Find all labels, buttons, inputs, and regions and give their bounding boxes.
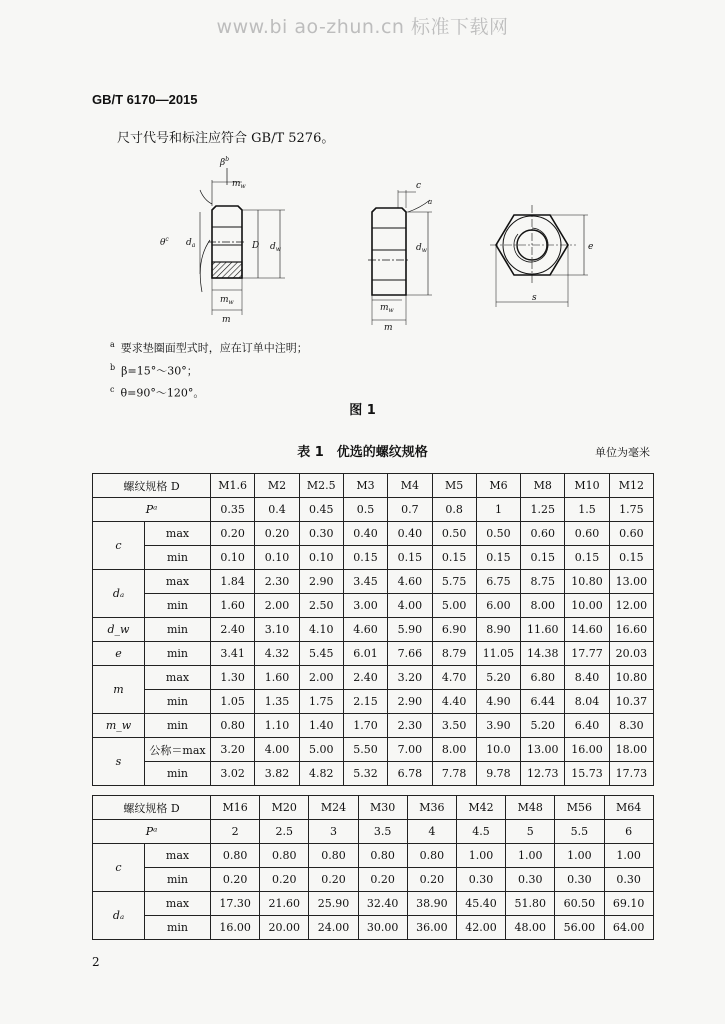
value-cell: 2.15 xyxy=(343,690,387,714)
size-cell: M64 xyxy=(604,796,653,820)
value-cell: 2.90 xyxy=(299,570,343,594)
row-qualifier: max xyxy=(145,666,211,690)
row-qualifier: max xyxy=(145,892,211,916)
size-cell: M6 xyxy=(476,474,520,498)
value-cell: 0.20 xyxy=(211,868,260,892)
value-cell: 2.00 xyxy=(299,666,343,690)
value-cell: 3.02 xyxy=(211,762,255,786)
value-cell: 4.00 xyxy=(255,738,299,762)
table-row xyxy=(93,546,654,570)
row-symbol: d_w xyxy=(93,618,145,642)
value-cell: 3.10 xyxy=(255,618,299,642)
label-theta: $\theta^c$ xyxy=(160,236,169,248)
table-row xyxy=(93,892,654,916)
value-cell: 4.00 xyxy=(388,594,432,618)
value-cell: 0.15 xyxy=(521,546,565,570)
value-cell: 1.60 xyxy=(255,666,299,690)
nut-top-view xyxy=(490,205,588,307)
table-row xyxy=(93,738,654,762)
size-cell: M12 xyxy=(609,474,653,498)
value-cell: 8.40 xyxy=(565,666,609,690)
value-cell: 1.30 xyxy=(211,666,255,690)
value-cell: 0.20 xyxy=(260,868,309,892)
row-symbol: Pᵃ xyxy=(93,820,211,844)
value-cell: 0.30 xyxy=(555,868,604,892)
value-cell: 3.90 xyxy=(476,714,520,738)
value-cell: 1.40 xyxy=(299,714,343,738)
value-cell: 8.04 xyxy=(565,690,609,714)
value-cell: 4.32 xyxy=(255,642,299,666)
value-cell: 2.5 xyxy=(260,820,309,844)
value-cell: 7.00 xyxy=(388,738,432,762)
value-cell: 5 xyxy=(506,820,555,844)
value-cell: 3.50 xyxy=(432,714,476,738)
value-cell: 8.75 xyxy=(521,570,565,594)
size-cell: M16 xyxy=(211,796,260,820)
value-cell: 2.40 xyxy=(211,618,255,642)
value-cell: 69.10 xyxy=(604,892,653,916)
row-qualifier: max xyxy=(145,570,211,594)
table-row xyxy=(93,522,654,546)
value-cell: 4.90 xyxy=(476,690,520,714)
row-qualifier: min xyxy=(145,594,211,618)
size-cell: M24 xyxy=(309,796,358,820)
value-cell: 2.00 xyxy=(255,594,299,618)
value-cell: 5.20 xyxy=(521,714,565,738)
value-cell: 8.00 xyxy=(521,594,565,618)
value-cell: 15.73 xyxy=(565,762,609,786)
value-cell: 1 xyxy=(476,498,520,522)
row-symbol: e xyxy=(93,642,145,666)
table-row xyxy=(93,594,654,618)
value-cell: 8.79 xyxy=(432,642,476,666)
row-symbol: m xyxy=(93,666,145,714)
value-cell: 4.60 xyxy=(343,618,387,642)
value-cell: 6.78 xyxy=(388,762,432,786)
value-cell: 0.60 xyxy=(609,522,653,546)
label-mw-bottom: $m_w$ xyxy=(220,295,234,306)
size-cell: M56 xyxy=(555,796,604,820)
value-cell: 64.00 xyxy=(604,916,653,940)
table-row xyxy=(93,690,654,714)
label-mw-top: $m_w$ xyxy=(232,179,246,190)
value-cell: 2.40 xyxy=(343,666,387,690)
value-cell: 0.15 xyxy=(565,546,609,570)
watermark: www.bi ao-zhun.cn 标准下载网 xyxy=(216,16,509,38)
label-da: $d_a$ xyxy=(186,238,196,249)
value-cell: 1.70 xyxy=(343,714,387,738)
value-cell: 0.8 xyxy=(432,498,476,522)
note-a: $^a$ 要求垫圈面型式时，应在订单中注明； xyxy=(110,340,308,355)
value-cell: 24.00 xyxy=(309,916,358,940)
row-qualifier: min xyxy=(145,690,211,714)
row-qualifier: max xyxy=(145,844,211,868)
size-cell: M20 xyxy=(260,796,309,820)
value-cell: 0.60 xyxy=(521,522,565,546)
value-cell: 1.10 xyxy=(255,714,299,738)
thread-size-table-1 xyxy=(92,473,654,786)
note-c: $^c$ θ=90°～120°。 xyxy=(110,385,205,400)
value-cell: 0.80 xyxy=(211,844,260,868)
value-cell: 60.50 xyxy=(555,892,604,916)
value-cell: 8.90 xyxy=(476,618,520,642)
value-cell: 2.30 xyxy=(255,570,299,594)
value-cell: 6.80 xyxy=(521,666,565,690)
value-cell: 0.10 xyxy=(211,546,255,570)
value-cell: 6.75 xyxy=(476,570,520,594)
value-cell: 4.60 xyxy=(388,570,432,594)
value-cell: 4.40 xyxy=(432,690,476,714)
value-cell: 1.75 xyxy=(299,690,343,714)
value-cell: 3.00 xyxy=(343,594,387,618)
row-qualifier: min xyxy=(145,618,211,642)
value-cell: 1.05 xyxy=(211,690,255,714)
label-mw-mid: $m_w$ xyxy=(380,303,394,314)
row-qualifier: min xyxy=(145,868,211,892)
value-cell: 0.60 xyxy=(565,522,609,546)
value-cell: 0.7 xyxy=(388,498,432,522)
value-cell: 16.00 xyxy=(211,916,260,940)
value-cell: 0.50 xyxy=(476,522,520,546)
value-cell: 20.00 xyxy=(260,916,309,940)
label-m-left: m xyxy=(222,315,231,325)
row-symbol: dₐ xyxy=(93,570,145,618)
table-row xyxy=(93,714,654,738)
value-cell: 5.00 xyxy=(299,738,343,762)
value-cell: 2.30 xyxy=(388,714,432,738)
value-cell: 10.0 xyxy=(476,738,520,762)
value-cell: 25.90 xyxy=(309,892,358,916)
table-row xyxy=(93,618,654,642)
intro-text: 尺寸代号和标注应符合 GB/T 5276。 xyxy=(117,131,335,146)
figure-notes xyxy=(110,335,308,403)
value-cell: 3.45 xyxy=(343,570,387,594)
value-cell: 0.15 xyxy=(388,546,432,570)
label-beta: $\beta^b$ xyxy=(220,156,230,168)
table-row xyxy=(93,820,654,844)
value-cell: 51.80 xyxy=(506,892,555,916)
label-a: a xyxy=(428,198,433,206)
row-qualifier: max xyxy=(145,522,211,546)
value-cell: 2.50 xyxy=(299,594,343,618)
value-cell: 4 xyxy=(407,820,456,844)
value-cell: 0.15 xyxy=(432,546,476,570)
row-symbol: s xyxy=(93,738,145,786)
value-cell: 5.75 xyxy=(432,570,476,594)
page-number: 2 xyxy=(92,955,100,969)
row-qualifier: min xyxy=(145,714,211,738)
value-cell: 0.45 xyxy=(299,498,343,522)
size-cell: M3 xyxy=(343,474,387,498)
value-cell: 4.10 xyxy=(299,618,343,642)
size-cell: M4 xyxy=(388,474,432,498)
row-symbol: c xyxy=(93,844,145,892)
table-row xyxy=(93,844,654,868)
value-cell: 6 xyxy=(604,820,653,844)
value-cell: 0.30 xyxy=(506,868,555,892)
value-cell: 1.5 xyxy=(565,498,609,522)
row-qualifier: min xyxy=(145,916,211,940)
size-cell: M10 xyxy=(565,474,609,498)
value-cell: 8.30 xyxy=(609,714,653,738)
value-cell: 36.00 xyxy=(407,916,456,940)
nut-drawing xyxy=(140,150,610,340)
table-row xyxy=(93,666,654,690)
value-cell: 9.78 xyxy=(476,762,520,786)
label-dw-mid: $d_w$ xyxy=(416,243,427,254)
size-cell: M1.6 xyxy=(211,474,255,498)
value-cell: 5.90 xyxy=(388,618,432,642)
table-row xyxy=(93,916,654,940)
table-row xyxy=(93,570,654,594)
value-cell: 4.5 xyxy=(456,820,505,844)
value-cell: 6.90 xyxy=(432,618,476,642)
value-cell: 2.90 xyxy=(388,690,432,714)
value-cell: 3.41 xyxy=(211,642,255,666)
table-row xyxy=(93,642,654,666)
value-cell: 6.01 xyxy=(343,642,387,666)
value-cell: 5.50 xyxy=(343,738,387,762)
value-cell: 10.37 xyxy=(609,690,653,714)
row-qualifier: min xyxy=(145,546,211,570)
value-cell: 3 xyxy=(309,820,358,844)
table-row xyxy=(93,868,654,892)
size-cell: M2 xyxy=(255,474,299,498)
value-cell: 1.00 xyxy=(506,844,555,868)
value-cell: 0.35 xyxy=(211,498,255,522)
label-e: e xyxy=(588,242,594,252)
value-cell: 32.40 xyxy=(358,892,407,916)
value-cell: 1.25 xyxy=(521,498,565,522)
value-cell: 10.00 xyxy=(565,594,609,618)
value-cell: 6.00 xyxy=(476,594,520,618)
figure-caption: 图 1 xyxy=(349,403,376,418)
value-cell: 14.60 xyxy=(565,618,609,642)
value-cell: 7.66 xyxy=(388,642,432,666)
value-cell: 4.70 xyxy=(432,666,476,690)
value-cell: 13.00 xyxy=(609,570,653,594)
value-cell: 10.80 xyxy=(609,666,653,690)
value-cell: 0.30 xyxy=(604,868,653,892)
value-cell: 16.00 xyxy=(565,738,609,762)
value-cell: 16.60 xyxy=(609,618,653,642)
value-cell: 17.77 xyxy=(565,642,609,666)
value-cell: 1.75 xyxy=(609,498,653,522)
value-cell: 1.00 xyxy=(555,844,604,868)
value-cell: 5.5 xyxy=(555,820,604,844)
value-cell: 0.20 xyxy=(358,868,407,892)
row-symbol: Pᵃ xyxy=(93,498,211,522)
value-cell: 0.10 xyxy=(299,546,343,570)
value-cell: 3.20 xyxy=(211,738,255,762)
value-cell: 5.20 xyxy=(476,666,520,690)
label-D: D xyxy=(252,241,260,251)
label-dw-left: $d_w$ xyxy=(270,242,281,253)
unit-note: 单位为毫米 xyxy=(595,446,650,459)
header-thread-size: 螺纹规格 D xyxy=(93,796,211,820)
table-row xyxy=(93,762,654,786)
thread-size-table-2 xyxy=(92,795,654,940)
table-header-row xyxy=(93,474,654,498)
value-cell: 1.84 xyxy=(211,570,255,594)
value-cell: 0.20 xyxy=(309,868,358,892)
value-cell: 3.5 xyxy=(358,820,407,844)
value-cell: 0.30 xyxy=(299,522,343,546)
value-cell: 11.60 xyxy=(521,618,565,642)
value-cell: 4.82 xyxy=(299,762,343,786)
label-m-mid: m xyxy=(384,323,393,333)
value-cell: 0.4 xyxy=(255,498,299,522)
value-cell: 0.30 xyxy=(456,868,505,892)
value-cell: 0.20 xyxy=(255,522,299,546)
value-cell: 0.20 xyxy=(211,522,255,546)
value-cell: 30.00 xyxy=(358,916,407,940)
value-cell: 5.32 xyxy=(343,762,387,786)
value-cell: 10.80 xyxy=(565,570,609,594)
value-cell: 6.40 xyxy=(565,714,609,738)
value-cell: 13.00 xyxy=(521,738,565,762)
table-header-row xyxy=(93,796,654,820)
value-cell: 56.00 xyxy=(555,916,604,940)
row-qualifier: min xyxy=(145,642,211,666)
value-cell: 0.40 xyxy=(343,522,387,546)
value-cell: 11.05 xyxy=(476,642,520,666)
value-cell: 0.80 xyxy=(260,844,309,868)
value-cell: 42.00 xyxy=(456,916,505,940)
size-cell: M36 xyxy=(407,796,456,820)
row-symbol: dₐ xyxy=(93,892,145,940)
value-cell: 3.82 xyxy=(255,762,299,786)
value-cell: 2 xyxy=(211,820,260,844)
value-cell: 0.80 xyxy=(309,844,358,868)
value-cell: 0.80 xyxy=(358,844,407,868)
value-cell: 7.78 xyxy=(432,762,476,786)
value-cell: 0.5 xyxy=(343,498,387,522)
table-caption: 表 1 优选的螺纹规格 xyxy=(297,445,428,460)
value-cell: 5.45 xyxy=(299,642,343,666)
value-cell: 1.00 xyxy=(604,844,653,868)
row-symbol: m_w xyxy=(93,714,145,738)
value-cell: 5.00 xyxy=(432,594,476,618)
note-b: $^b$ β=15°～30°； xyxy=(110,362,198,378)
value-cell: 20.03 xyxy=(609,642,653,666)
value-cell: 0.80 xyxy=(407,844,456,868)
value-cell: 0.15 xyxy=(609,546,653,570)
row-qualifier: 公称＝max xyxy=(145,738,211,762)
value-cell: 1.35 xyxy=(255,690,299,714)
value-cell: 0.10 xyxy=(255,546,299,570)
value-cell: 8.00 xyxy=(432,738,476,762)
value-cell: 21.60 xyxy=(260,892,309,916)
value-cell: 0.20 xyxy=(407,868,456,892)
size-cell: M42 xyxy=(456,796,505,820)
value-cell: 3.20 xyxy=(388,666,432,690)
value-cell: 0.80 xyxy=(211,714,255,738)
value-cell: 38.90 xyxy=(407,892,456,916)
value-cell: 14.38 xyxy=(521,642,565,666)
value-cell: 0.40 xyxy=(388,522,432,546)
nut-side-view xyxy=(368,190,432,325)
table-row xyxy=(93,498,654,522)
size-cell: M30 xyxy=(358,796,407,820)
size-cell: M8 xyxy=(521,474,565,498)
value-cell: 0.15 xyxy=(343,546,387,570)
value-cell: 1.00 xyxy=(456,844,505,868)
row-qualifier: min xyxy=(145,762,211,786)
value-cell: 18.00 xyxy=(609,738,653,762)
value-cell: 0.15 xyxy=(476,546,520,570)
value-cell: 0.50 xyxy=(432,522,476,546)
row-symbol: c xyxy=(93,522,145,570)
size-cell: M5 xyxy=(432,474,476,498)
header-thread-size: 螺纹规格 D xyxy=(93,474,211,498)
label-c: c xyxy=(416,181,422,191)
value-cell: 17.30 xyxy=(211,892,260,916)
value-cell: 12.00 xyxy=(609,594,653,618)
value-cell: 1.60 xyxy=(211,594,255,618)
value-cell: 48.00 xyxy=(506,916,555,940)
label-s: s xyxy=(532,293,537,303)
value-cell: 6.44 xyxy=(521,690,565,714)
standard-number: GB/T 6170—2015 xyxy=(92,92,198,107)
value-cell: 12.73 xyxy=(521,762,565,786)
value-cell: 17.73 xyxy=(609,762,653,786)
size-cell: M2.5 xyxy=(299,474,343,498)
value-cell: 45.40 xyxy=(456,892,505,916)
size-cell: M48 xyxy=(506,796,555,820)
